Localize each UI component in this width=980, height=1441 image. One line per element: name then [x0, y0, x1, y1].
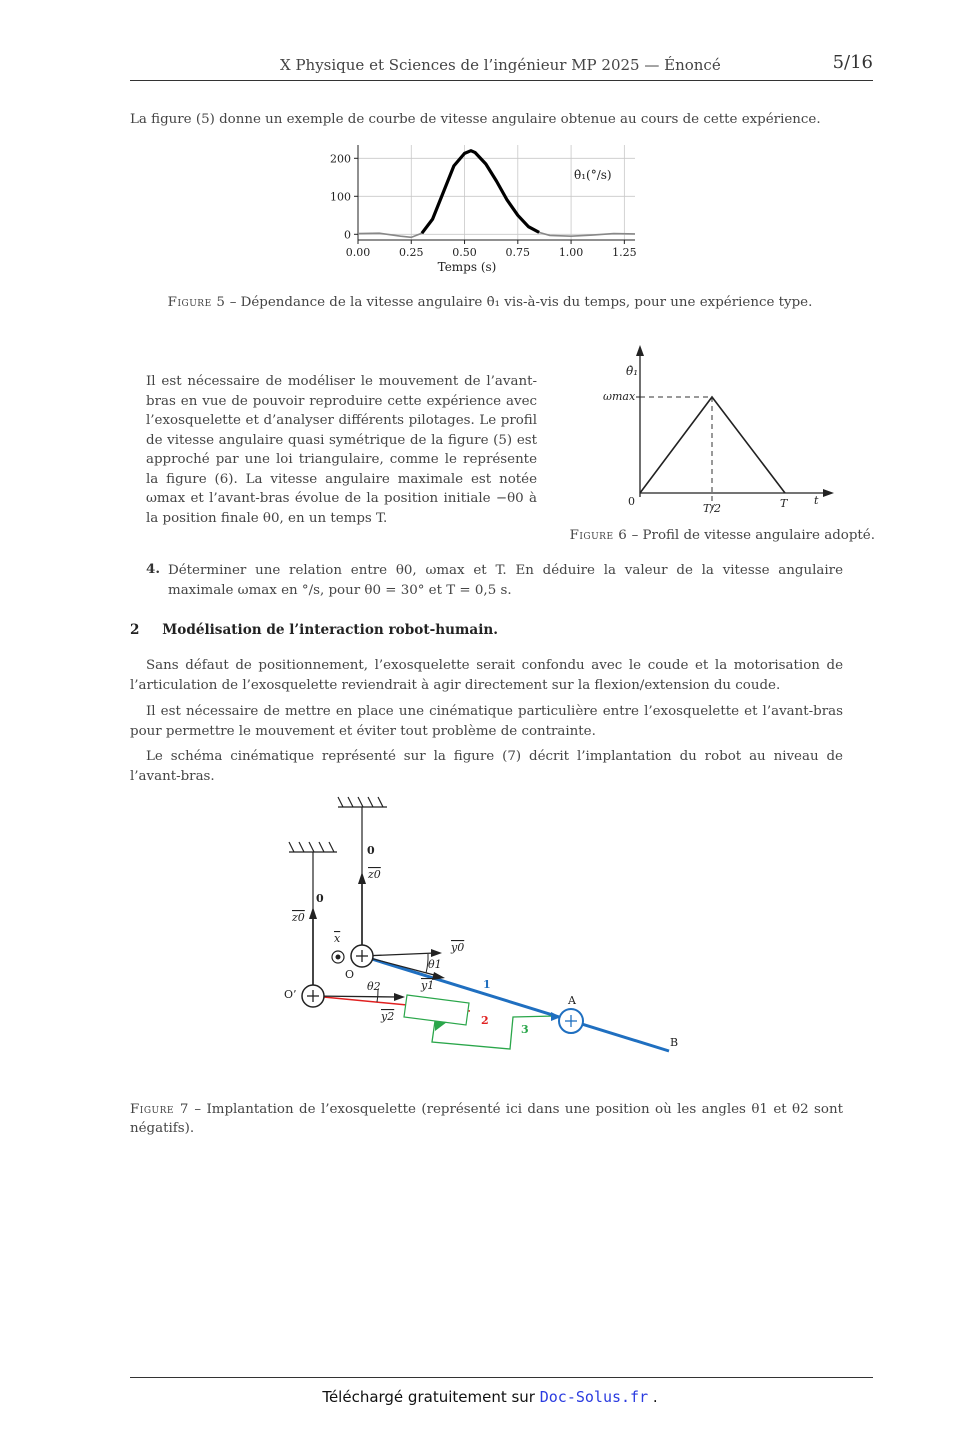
series-line-bold [422, 151, 539, 233]
figure-7-caption-label: Figure 7 [130, 1102, 189, 1117]
figure-7-caption-text: – Implantation de l’exosquelette (représenté ici dans une position où les angles θ1 et θ2 sont négatifs). [130, 1102, 843, 1136]
question-text: Déterminer une relation entre θ0, ωmax et T. En déduire la valeur de la vitesse angulaire maximale ωmax en °/s, pour θ0 = 30° et T = 0,5 s. [168, 563, 843, 598]
section-number: 2 [130, 622, 140, 638]
label-y1: y1 [421, 979, 435, 992]
footer-suffix: . [648, 1388, 658, 1406]
label-O: O [345, 968, 355, 981]
figure-7-diagram [270, 790, 700, 1065]
z0-arrow-O [358, 872, 366, 884]
header-title: X Physique et Sciences de l’ingénieur MP 2025 — Énoncé [280, 56, 721, 74]
label-A: A [568, 994, 576, 1007]
model-paragraph: Il est nécessaire de modéliser le mouvement de l’avant-bras en vue de pouvoir reproduire cette expérience avec l’exosquelette et d’analyser différents pilotages. Le profil de vitesse angulaire quasi symétrique de la figure (5) est approché par une loi triangulaire, comme le représente la figure (6). La vitesse angulaire maximale est notée ωmax et l’avant-bras évolue de la position initiale −θ0 à la position finale θ0, en un temps T. [146, 374, 537, 526]
x-tick-label: 0.25 [399, 246, 424, 259]
label-x: x [334, 932, 341, 945]
y-tick-label: 100 [330, 190, 351, 204]
footer-rule [130, 1377, 873, 1378]
x-tick-label: 0.50 [452, 246, 477, 259]
y-axis-label: θ̇₁ [626, 364, 639, 378]
label-frame0-top: 0 [367, 844, 375, 857]
label-y0: y0 [451, 941, 465, 954]
section-title: Modélisation de l’interaction robot-humain. [162, 622, 498, 638]
y1-vector [362, 956, 438, 976]
page-number: 5/16 [832, 52, 873, 73]
y-axis-arrow [636, 345, 644, 356]
figure-6-caption [565, 528, 875, 543]
figure-7-caption [130, 1100, 843, 1138]
y-tick-label: 200 [330, 152, 351, 166]
x-tick-label: 0.75 [505, 246, 531, 259]
period-label: T [780, 497, 788, 510]
figure-5-caption-text: – Dépendance de la vitesse angulaire θ̇₁ vis-à-vis du temps, pour une expérience type. [229, 295, 813, 310]
intro-paragraph: La figure (5) donne un exemple de courbe de vitesse angulaire obtenue au cours de cette expérience. [130, 112, 821, 127]
figure-5-chart [320, 140, 650, 280]
time-label: t [814, 494, 819, 507]
y2-arrow [394, 993, 405, 1001]
figure-6-diagram [595, 342, 845, 522]
figure-5-caption-label: Figure 5 [167, 295, 226, 310]
series-label: θ̇₁(°/s) [574, 168, 612, 182]
label-z0-left: z0 [292, 911, 305, 924]
x-tick-label: 1.00 [558, 246, 584, 259]
question-number: 4. [146, 561, 160, 577]
half-period-label: T/2 [703, 502, 722, 515]
figure-5-caption [0, 295, 980, 310]
series-line-full [358, 151, 635, 238]
label-Oprime: O’ [284, 988, 297, 1001]
x-axis-arrow [823, 489, 834, 497]
label-body-2: 2 [481, 1014, 489, 1027]
label-body-3: 3 [521, 1023, 529, 1036]
x-axis-label: Temps (s) [437, 260, 497, 274]
origin-label: 0 [628, 495, 635, 508]
label-theta2: θ2 [367, 980, 381, 993]
chart-axes [354, 145, 635, 244]
body-2-slider [404, 995, 469, 1025]
chart-grid [358, 145, 635, 240]
page-header [130, 54, 873, 81]
chart-series [357, 150, 635, 238]
label-z0-top: z0 [368, 868, 381, 881]
figure-6-caption-text: – Profil de vitesse angulaire adopté. [631, 528, 875, 543]
x-tick-label: 0.00 [345, 246, 371, 259]
question-4 [146, 561, 843, 600]
footer-prefix: Téléchargé gratuitement sur [322, 1388, 540, 1406]
y-tick-label: 0 [344, 228, 351, 242]
label-body-1: 1 [483, 978, 491, 991]
wmax-label: ωmax [603, 390, 636, 403]
paragraph-2: Sans défaut de positionnement, l’exosquelette serait confondu avec le coude et la motorisation de l’articulation de l’exosquelette reviendrait à agir directement sur la flexion/extension du coude. [130, 658, 843, 693]
section-heading [130, 622, 498, 638]
z0-arrow-Oprime [309, 907, 317, 919]
label-theta1: θ1 [428, 958, 442, 971]
label-y2: y2 [381, 1010, 395, 1023]
paragraph-4: Le schéma cinématique représenté sur la figure (7) décrit l’implantation du robot au niveau de l’avant-bras. [130, 749, 843, 784]
footer-link[interactable]: Doc-Solus.fr [539, 1388, 649, 1406]
footer [0, 1388, 980, 1406]
y0-arrow [431, 949, 442, 957]
label-B: B [670, 1036, 679, 1049]
label-frame0-left: 0 [316, 892, 324, 905]
figure-6-caption-label: Figure 6 [569, 528, 628, 543]
paragraph-3: Il est nécessaire de mettre en place une cinématique particulière entre l’exosquelette et l’avant-bras pour permettre le mouvement et éviter tout problème de contrainte. [130, 704, 843, 739]
x-tick-label: 1.25 [612, 246, 637, 259]
body-3-pivot [435, 1021, 447, 1031]
